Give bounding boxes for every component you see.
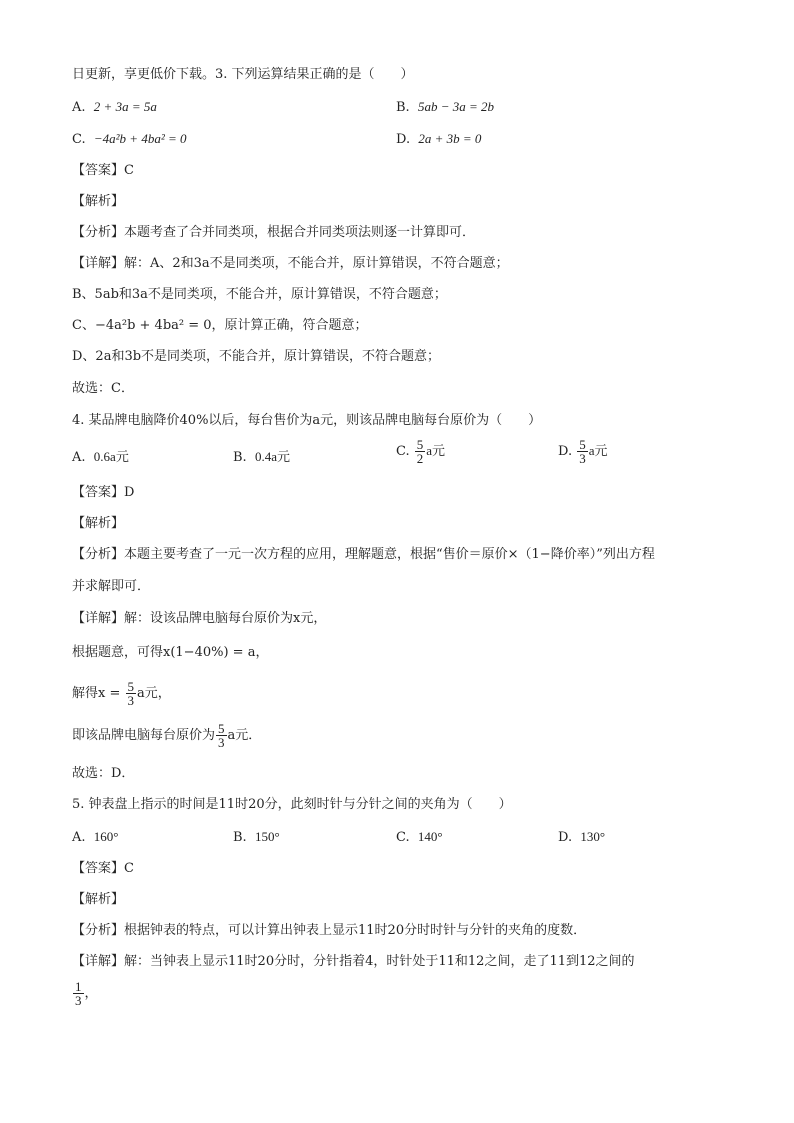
q3-detail-b: B、5ab和3a不是同类项，不能合并，原计算错误，不符合题意； <box>72 287 447 302</box>
q4-analysis-2: 并求解即可． <box>72 579 151 594</box>
q3-stem: 日更新，享更低价下载。3. 下列运算结果正确的是（ ） <box>72 67 414 82</box>
q5-detail-fraction: $\frac{1}{3}$ ， <box>75 979 98 1008</box>
fraction: $\frac{5}{3}$ <box>127 679 134 708</box>
q4-option-d: D. $\frac{5}{3}$ a元 <box>558 437 608 466</box>
q4-option-a: A. 0.6a元 <box>72 449 129 465</box>
q5-option-d: D. 130° <box>558 829 606 845</box>
q5-analysis: 【分析】根据钟表的特点，可以计算出钟表上显示11时20分时时针与分针的夹角的度数． <box>72 923 587 938</box>
q5-option-c: C. 140° <box>396 829 443 845</box>
q4-option-c: C. $\frac{5}{2}$ a元 <box>396 437 446 466</box>
fraction: $\frac{5}{2}$ <box>416 437 424 466</box>
fraction: $\frac{5}{3}$ <box>579 437 586 466</box>
q3-option-c: C. −4a²b + 4ba² = 0 <box>72 131 187 147</box>
q5-option-a: A. 160° <box>72 829 119 845</box>
q3-option-a: A. 2 + 3a = 5a <box>72 99 157 115</box>
q3-detail-a: 【详解】解：A、2和3a不是同类项，不能合并，原计算错误，不符合题意； <box>72 256 509 271</box>
q5-stem: 5. 钟表盘上指示的时间是11时20分，此刻时针与分针之间的夹角为（ ） <box>72 797 512 812</box>
q5-option-b: B. 150° <box>233 829 280 845</box>
q4-detail-3: 解得x = $\frac{5}{3}$ a元， <box>72 679 171 708</box>
q4-detail-2: 根据题意，可得x(1−40%) = a， <box>72 645 269 660</box>
q4-detail-1: 【详解】解：设该品牌电脑每台原价为x元， <box>72 611 327 626</box>
fraction: $\frac{1}{3}$ <box>75 979 82 1008</box>
q3-option-d: D. 2a + 3b = 0 <box>396 131 482 147</box>
q3-detail-c: C、−4a²b + 4ba² = 0，原计算正确，符合题意； <box>72 318 368 333</box>
q4-answer: 【答案】D <box>72 485 135 500</box>
q3-analysis: 【分析】本题考查了合并同类项，根据合并同类项法则逐一计算即可． <box>72 225 476 240</box>
q4-choice: 故选：D． <box>72 766 135 781</box>
q5-detail: 【详解】解：当钟表上显示11时20分时，分针指着4，时针处于11和12之间，走了11到12之间的 <box>72 954 635 969</box>
q3-choice: 故选：C． <box>72 381 134 396</box>
q3-answer: 【答案】C <box>72 163 134 178</box>
q3-option-b: B. 5ab − 3a = 2b <box>396 99 494 115</box>
q5-answer: 【答案】C <box>72 861 134 876</box>
q3-detail-d: D、2a和3b不是同类项，不能合并，原计算错误，不符合题意； <box>72 349 441 364</box>
q4-analysis-1: 【分析】本题主要考查了一元一次方程的应用，理解题意，根据“售价＝原价×（1−降价率）”列出方程 <box>72 547 655 562</box>
fraction: $\frac{5}{3}$ <box>218 721 225 750</box>
q4-stem: 4. 某品牌电脑降价40%以后，每台售价为a元，则该品牌电脑每台原价为（ ） <box>72 413 542 428</box>
q5-analysis-title: 【解析】 <box>72 892 125 907</box>
q4-analysis-title: 【解析】 <box>72 516 125 531</box>
q3-analysis-title: 【解析】 <box>72 194 125 209</box>
q4-detail-4: 即该品牌电脑每台原价为 $\frac{5}{3}$ a元． <box>72 721 262 750</box>
q4-option-b: B. 0.4a元 <box>233 449 290 465</box>
